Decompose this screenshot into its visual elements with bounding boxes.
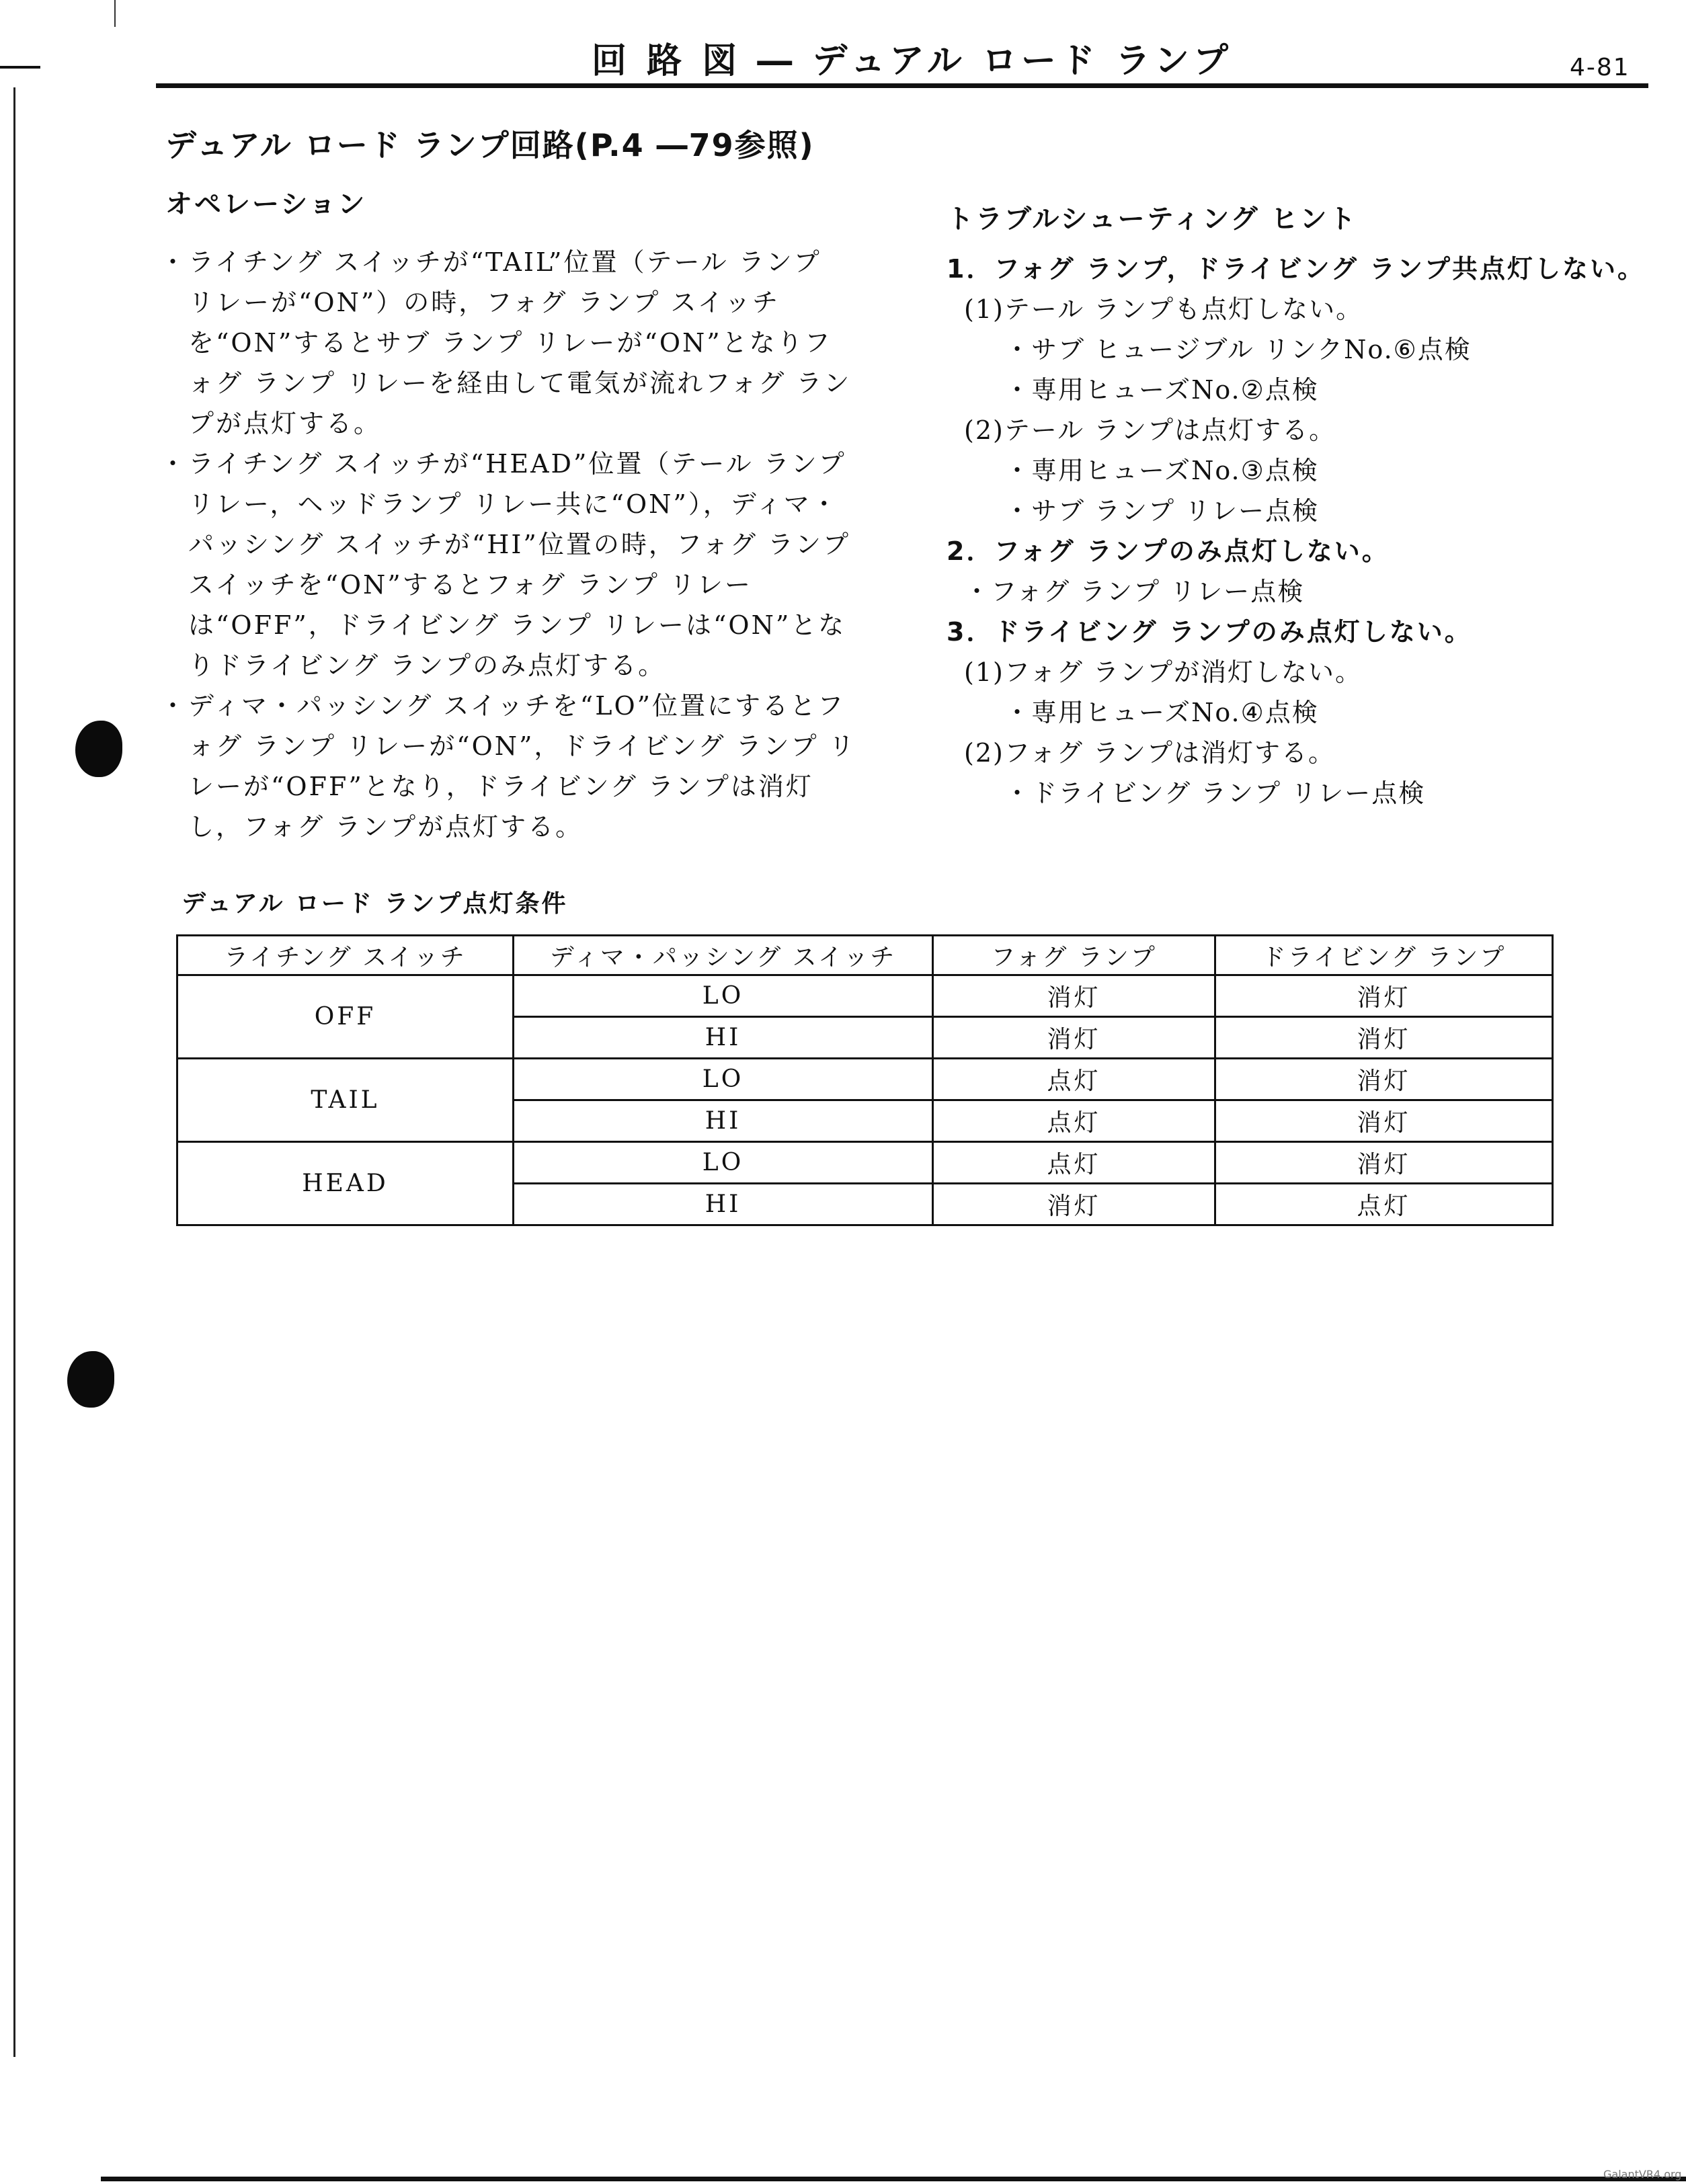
driving-lamp-cell: 消灯 xyxy=(1215,1142,1553,1184)
operation-item: ・ ライチング スイッチが“TAIL”位置（テール ランプ リレーが“ON”）の時，フォグ ランプ スイッチを“ON”するとサブ ランプ リレーが“ON”となりフォグ ランプ リレーを経由して電気が流れフォグ ランプが点灯する。 xyxy=(165,242,858,444)
troubleshooting-line: ・フォグ ランプ リレー点検 xyxy=(964,577,1305,606)
dimmer-switch-cell: LO xyxy=(514,1142,933,1184)
table-row xyxy=(177,1059,1553,1100)
fog-lamp-cell: 点灯 xyxy=(933,1100,1215,1142)
dimmer-switch-cell: LO xyxy=(514,1059,933,1100)
table-row xyxy=(177,975,1553,1017)
table-header-row xyxy=(177,936,1553,975)
header-fog-lamp: フォグ ランプ xyxy=(933,936,1215,975)
operation-item: ・ ライチング スイッチが“HEAD”位置（テール ランプ リレー，ヘッドランプ リレー共に“ON”），ディマ・パッシング スイッチが“HI”位置の時，フォグ ランプ スイッチを“ON”するとフォグ ランプ リレーは“OFF”，ドライビング ランプ リレーは“ON”となりドライビング ランプのみ点灯する。 xyxy=(165,444,858,686)
lighting-switch-cell: TAIL xyxy=(177,1059,514,1142)
operation-item: ・ ディマ・パッシング スイッチを“LO”位置にするとフォグ ランプ リレーが“ON”，ドライビング ランプ リレーが“OFF”となり，ドライビング ランプは消灯し，フォグ ランプが点灯する。 xyxy=(165,686,858,847)
driving-lamp-cell: 消灯 xyxy=(1215,1059,1553,1100)
operation-heading: オペレーション xyxy=(165,189,367,220)
punch-hole-upper xyxy=(75,721,122,777)
header-driving-lamp: ドライビング ランプ xyxy=(1215,936,1553,975)
troubleshooting-line: ・ドライビング ランプ リレー点検 xyxy=(1004,778,1426,808)
driving-lamp-cell: 消灯 xyxy=(1215,1100,1553,1142)
troubleshooting-line: 3．ドライビング ランプのみ点灯しない。 xyxy=(947,617,1472,647)
section-title: デュアル ロード ランプ回路(P.4 ―79参照) xyxy=(165,127,815,163)
dimmer-switch-cell: HI xyxy=(514,1100,933,1142)
fog-lamp-cell: 消灯 xyxy=(933,1184,1215,1225)
driving-lamp-cell: 消灯 xyxy=(1215,975,1553,1017)
table-title: デュアル ロード ランプ点灯条件 xyxy=(182,890,568,918)
troubleshooting-line: (2)フォグ ランプは消灯する。 xyxy=(964,738,1336,768)
header-lighting-switch: ライチング スイッチ xyxy=(177,936,514,975)
troubleshooting-list xyxy=(947,249,1673,813)
troubleshooting-line: 2．フォグ ランプのみ点灯しない。 xyxy=(947,536,1390,566)
dimmer-switch-cell: HI xyxy=(514,1017,933,1059)
troubleshooting-line: ・専用ヒューズNo.②点検 xyxy=(1004,375,1319,405)
troubleshooting-line: ・専用ヒューズNo.③点検 xyxy=(1004,456,1319,485)
driving-lamp-cell: 消灯 xyxy=(1215,1017,1553,1059)
margin-tick xyxy=(114,0,116,27)
watermark: GalantVR4.org xyxy=(1603,2168,1682,2181)
page-number: 4-81 xyxy=(1570,54,1630,81)
troubleshooting-line: ・サブ ランプ リレー点検 xyxy=(1004,496,1320,526)
troubleshooting-line: ・専用ヒューズNo.④点検 xyxy=(1004,698,1319,727)
troubleshooting-line: (2)テール ランプは点灯する。 xyxy=(964,415,1336,445)
troubleshooting-line: (1)フォグ ランプが消灯しない。 xyxy=(964,657,1363,687)
margin-binding-line xyxy=(13,87,15,2057)
table-body xyxy=(177,975,1553,1225)
fog-lamp-cell: 点灯 xyxy=(933,1142,1215,1184)
punch-hole-lower xyxy=(67,1351,114,1408)
fog-lamp-cell: 点灯 xyxy=(933,1059,1215,1100)
page-header-title: 回 路 図 ― デュアル ロード ランプ xyxy=(592,41,1232,81)
troubleshooting-line: ・サブ ヒュージブル リンクNo.⑥点検 xyxy=(1004,335,1472,364)
header-rule xyxy=(156,83,1648,88)
dimmer-switch-cell: LO xyxy=(514,975,933,1017)
lighting-switch-cell: OFF xyxy=(177,975,514,1059)
troubleshooting-line: (1)テール ランプも点灯しない。 xyxy=(964,294,1363,324)
dimmer-switch-cell: HI xyxy=(514,1184,933,1225)
troubleshooting-heading: トラブルシューティング ヒント xyxy=(947,204,1358,235)
footer-rule xyxy=(101,2177,1686,2181)
operation-list xyxy=(165,242,858,847)
troubleshooting-line: 1．フォグ ランプ，ドライビング ランプ共点灯しない。 xyxy=(947,254,1646,284)
fog-lamp-cell: 消灯 xyxy=(933,975,1215,1017)
lighting-switch-cell: HEAD xyxy=(177,1142,514,1225)
lamp-condition-table xyxy=(176,934,1554,1226)
fog-lamp-cell: 消灯 xyxy=(933,1017,1215,1059)
driving-lamp-cell: 点灯 xyxy=(1215,1184,1553,1225)
table-row xyxy=(177,1142,1553,1184)
header-dimmer-switch: ディマ・パッシング スイッチ xyxy=(514,936,933,975)
margin-mark-top xyxy=(0,66,40,69)
